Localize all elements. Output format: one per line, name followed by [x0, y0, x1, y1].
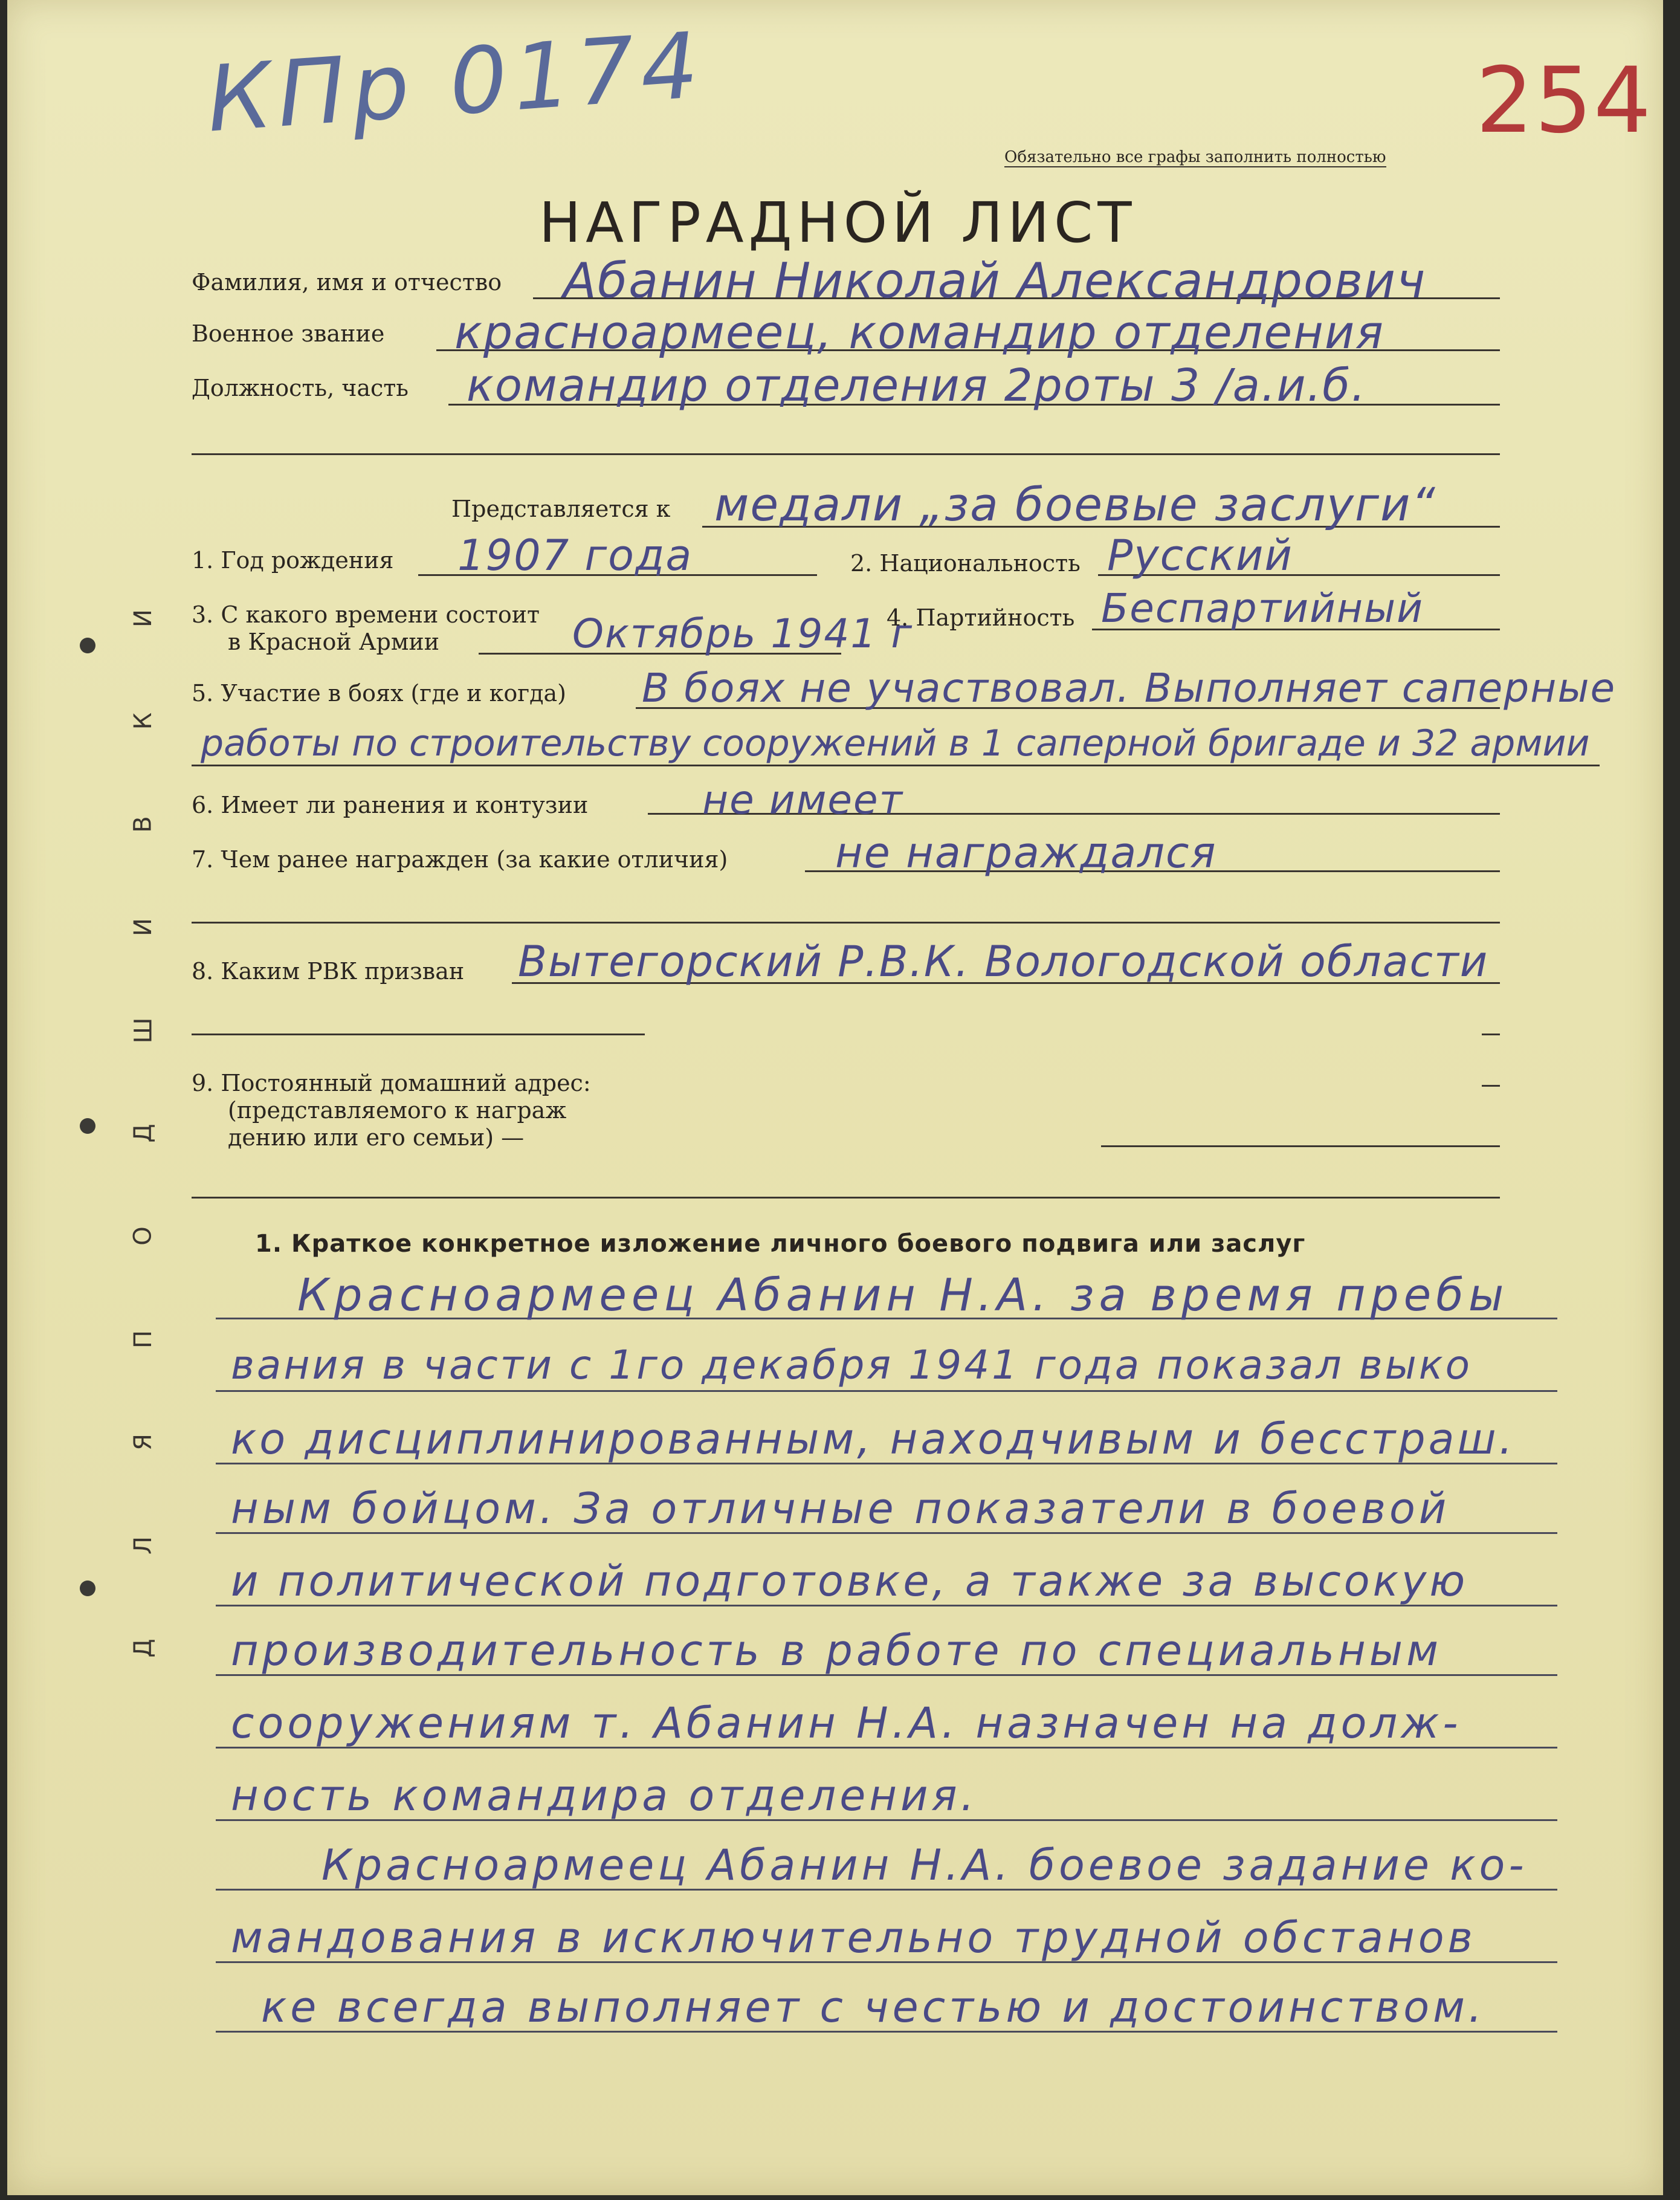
instruction-note: Обязательно все графы заполнить полностью: [1004, 148, 1386, 166]
margin-letter: И: [129, 609, 157, 627]
narrative-line: Красноармеец Абанин Н.А. боевое задание ко-: [321, 1840, 1528, 1890]
army-since-label-1: 3. С какого времени состоит: [192, 601, 540, 628]
rvk-line-3: [1482, 1034, 1500, 1035]
battles-value-1: В боях не участвовал. Выполняет саперные: [642, 665, 1617, 711]
awards-line-2: [192, 922, 1500, 924]
battles-value-2: работы по строительству сооружений в 1 саперной бригаде и 32 армии: [201, 722, 1590, 765]
awards-value: не награждался: [835, 828, 1217, 878]
narrative-line: ко дисциплинированным, находчивым и бесстраш.: [231, 1414, 1516, 1464]
binding-hole: [80, 1118, 95, 1134]
margin-letter: И: [129, 918, 157, 937]
margin-letter: В: [129, 816, 157, 833]
name-label: Фамилия, имя и отчество: [192, 269, 502, 296]
rvk-label: 8. Каким РВК призван: [192, 958, 465, 985]
binding-hole: [80, 638, 95, 653]
address-line-3: [192, 1197, 1500, 1199]
narrative-line: Красноармеец Абанин Н.А. за время пребы: [297, 1269, 1509, 1321]
margin-letter: О: [129, 1226, 157, 1246]
party-value: Беспартийный: [1101, 585, 1424, 632]
rvk-value: Вытегорский Р.В.К. Вологодской области: [518, 937, 1489, 986]
narrative-line: сооружениям т. Абанин Н.А. назначен на долж-: [231, 1698, 1462, 1748]
narrative-line: вания в части с 1го декабря 1941 года показал выко: [231, 1342, 1472, 1388]
nominated-label: Представляется к: [451, 496, 671, 522]
margin-letter: Д: [129, 1124, 157, 1143]
position-line-2: [192, 453, 1500, 455]
army-since-value: Октябрь 1941 г: [572, 610, 914, 657]
binding-margin-text: [125, 604, 161, 1662]
wounds-value: не имеет: [702, 777, 904, 823]
narrative-line: ным бойцом. За отличные показатели в боевой: [231, 1484, 1450, 1533]
narrative-rule: [216, 1390, 1557, 1392]
name-value: Абанин Николай Александрович: [563, 253, 1427, 309]
party-label: 4. Партийность: [887, 604, 1075, 631]
address-line-2: [1101, 1145, 1500, 1147]
position-label: Должность, часть: [192, 375, 409, 401]
narrative-line: ке всегда выполняет с честью и достоинством.: [261, 1982, 1486, 2032]
margin-letter: П: [129, 1330, 157, 1348]
binding-hole: [80, 1580, 95, 1596]
narrative-line: производительность в работе по специальным: [231, 1626, 1442, 1675]
margin-letter: К: [129, 713, 157, 730]
nationality-label: 2. Национальность: [850, 550, 1081, 577]
award-sheet-page: [7, 0, 1663, 2195]
nationality-value: Русский: [1107, 531, 1293, 580]
rank-value: красноармеец, командир отделения: [454, 305, 1384, 359]
battles-label: 5. Участие в боях (где и когда): [192, 680, 567, 707]
margin-letter: Д: [129, 1639, 157, 1658]
margin-letter: Л: [129, 1536, 157, 1555]
narrative-line: мандования в исключительно трудной обстанов: [231, 1913, 1476, 1962]
page-title: НАГРАДНОЙ ЛИСТ: [539, 190, 1137, 255]
awards-label: 7. Чем ранее награжден (за какие отличия): [192, 846, 728, 873]
margin-letter: Ш: [129, 1017, 157, 1043]
rvk-line-2: [192, 1034, 645, 1035]
narrative-line: ность командира отделения.: [231, 1771, 978, 1820]
army-since-label-2: в Красной Армии: [228, 629, 440, 655]
position-value: командир отделения 2роты 3 /а.и.б.: [467, 360, 1367, 412]
address-line-1: [1482, 1085, 1500, 1087]
birth-label: 1. Год рождения: [192, 547, 394, 574]
nominated-value: медали „за боевые заслуги“: [714, 477, 1436, 531]
wounds-label: 6. Имеет ли ранения и контузии: [192, 792, 589, 818]
page-number: 254: [1476, 48, 1653, 154]
address-label-1: 9. Постоянный домашний адрес:: [192, 1070, 591, 1096]
address-label-3: дению или его семьи) —: [228, 1124, 525, 1151]
section-heading: 1. Краткое конкретное изложение личного боевого подвига или заслуг: [255, 1230, 1306, 1258]
rank-label: Военное звание: [192, 320, 385, 347]
margin-letter: Я: [129, 1434, 157, 1451]
birth-value: 1907 года: [457, 531, 693, 580]
address-label-2: (представляемого к награж: [228, 1097, 567, 1124]
battles-line-2: [192, 765, 1600, 766]
narrative-line: и политической подготовке, а также за высокую: [231, 1556, 1468, 1606]
archive-code: КПр 0174: [203, 13, 708, 153]
